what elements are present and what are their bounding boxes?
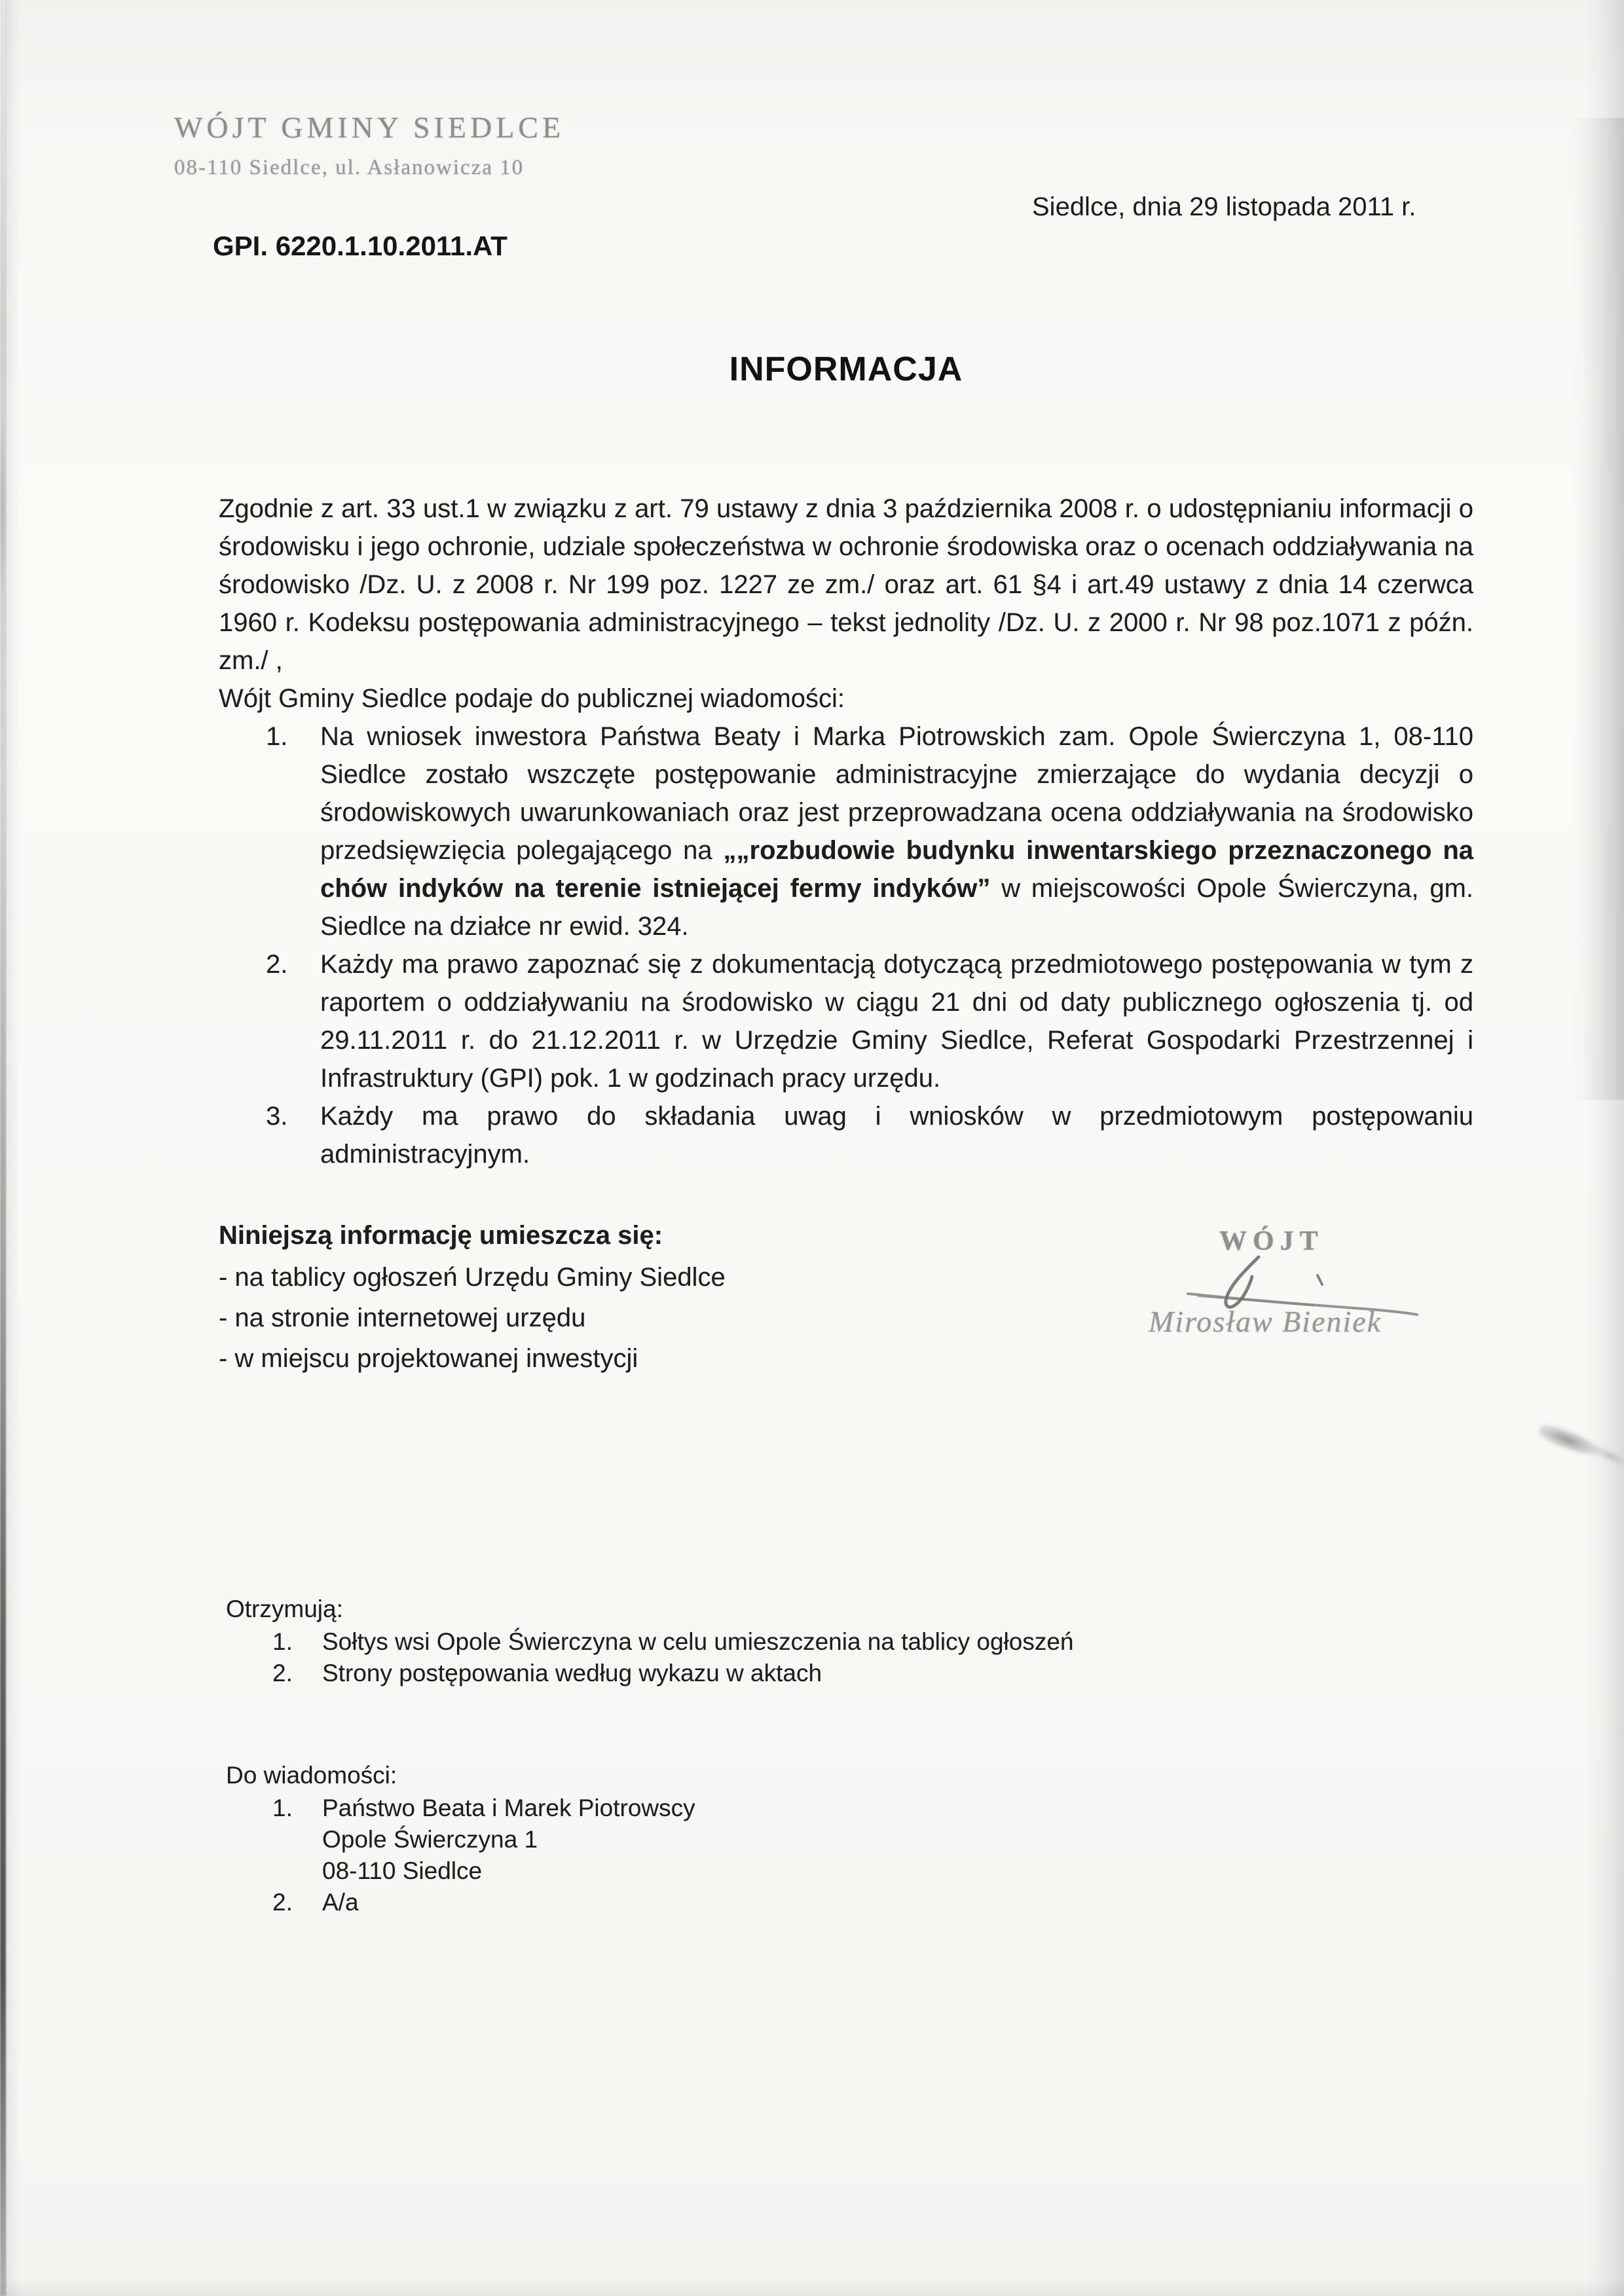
list-item-text-post: w miejscowości Opole Świerczyna, gm. Siedlce na działce nr ewid. 324. <box>320 874 1473 941</box>
document-date: Siedlce, dnia 29 listopada 2011 r. <box>1032 192 1416 221</box>
cc-item <box>272 1793 1208 1887</box>
publication-location: - na stronie internetowej urzędu <box>219 1303 586 1332</box>
recipient-number: 1. <box>272 1628 293 1655</box>
list-item <box>266 945 1473 1097</box>
announcement-line: Wójt Gminy Siedlce podaje do publicznej wiadomości: <box>219 684 845 713</box>
reference-number: GPI. 6220.1.10.2011.AT <box>213 230 507 261</box>
cc-text-line: Opole Świerczyna 1 <box>322 1826 538 1853</box>
list-item-number: 3. <box>266 1102 288 1131</box>
cc-section <box>226 1760 1208 1918</box>
scan-smudge-left-edge <box>0 419 5 602</box>
list-item-text <box>320 718 1473 945</box>
sender-stamp <box>174 110 564 180</box>
cc-number: 1. <box>272 1795 293 1821</box>
list-item <box>266 1097 1473 1173</box>
recipients-section <box>226 1594 1208 1689</box>
sender-stamp-address: 08-110 Siedlce, ul. Asłanowicza 10 <box>174 156 525 179</box>
recipient-number: 2. <box>272 1660 293 1686</box>
sender-stamp-name: WÓJT GMINY SIEDLCE <box>174 111 565 144</box>
list-item-text <box>320 1097 1473 1173</box>
recipients-heading: Otrzymują: <box>226 1595 343 1622</box>
cc-number: 2. <box>272 1889 293 1916</box>
list-item-text-bold: „„rozbudowie budynku inwentarskiego przeznaczonego na chów indyków na terenie istniejącej fermy indyków” <box>320 836 1473 903</box>
cc-heading: Do wiadomości: <box>226 1762 397 1789</box>
document-title: INFORMACJA <box>729 350 963 388</box>
list-item-number: 1. <box>266 722 288 751</box>
scan-edge-shadow-right-upper <box>1572 118 1624 1100</box>
list-item-text-pre: Na wniosek inwestora Państwa Beaty i Marka Piotrowskich zam. Opole Świerczyna 1, 08-110 Siedlce zostało wszczęte postępowanie administracyjne zmierzające do wydania decyzji o środowiskowych uwarunkowaniach oraz jest przeprowadzana ocena oddziaływania na środowisko przedsięwzięcia polegającego na <box>320 722 1473 865</box>
cc-text-line: Państwo Beata i Marek Piotrowscy <box>322 1795 695 1821</box>
list-item-text <box>320 945 1473 1097</box>
intro-paragraph: Zgodnie z art. 33 ust.1 w związku z art. 79 ustawy z dnia 3 października 2008 r. o udostępnianiu informacji o środowisku i jego ochronie, udziale społeczeństwa w ochronie środowiska oraz o ocenach oddziaływania na środowisko /Dz. U. z 2008 r. Nr 199 poz. 1227 ze zm./ oraz art. 61 §4 i art.49 ustawy z dnia 14 czerwca 1960 r. Kodeksu postępowania administracyjnego – tekst jednolity /Dz. U. z 2000 r. Nr 98 poz.1071 z późn. zm./ , <box>219 494 1473 675</box>
publication-heading: Niniejszą informację umieszcza się: <box>219 1221 663 1250</box>
scan-edge-shadow-bottom <box>0 2279 1624 2296</box>
cc-item <box>272 1887 1208 1918</box>
cc-text-line: A/a <box>322 1889 359 1916</box>
cc-text-line: 08-110 Siedlce <box>322 1857 483 1884</box>
recipient-text: Sołtys wsi Opole Świerczyna w celu umieszczenia na tablicy ogłoszeń <box>322 1628 1074 1655</box>
list-item <box>266 718 1473 945</box>
document-body <box>219 490 1473 1173</box>
signature-name-stamp: Mirosław Bieniek <box>1149 1305 1382 1338</box>
publication-location: - na tablicy ogłoszeń Urzędu Gminy Siedlce <box>219 1263 726 1292</box>
list-item-number: 2. <box>266 950 288 979</box>
numbered-list <box>219 718 1473 1173</box>
scan-edge-shadow-left <box>5 0 20 2296</box>
publication-location: - w miejscu projektowanej inwestycji <box>219 1344 638 1373</box>
list-item-text-pre: Każdy ma prawo zapoznać się z dokumentacją dotyczącą przedmiotowego postępowania w tym z raportem o oddziaływaniu na środowisko w ciągu 21 dni od daty publicznego ogłoszenia tj. od 29.11.2011 r. do 21.12.2011 r. w Urzędzie Gminy Siedlce, Referat Gospodarki Przestrzennej i Infrastruktury (GPI) pok. 1 w godzinach pracy urzędu. <box>320 950 1473 1093</box>
list-item-text-pre: Każdy ma prawo do składania uwag i wniosków w przedmiotowym postępowaniu administracyjnym. <box>320 1102 1473 1169</box>
publication-section <box>219 1215 1070 1379</box>
recipient-text: Strony postępowania według wykazu w aktach <box>322 1660 822 1686</box>
signature-title-stamp: WÓJT <box>1219 1226 1324 1256</box>
recipient-item <box>272 1658 1208 1689</box>
recipient-item <box>272 1626 1208 1658</box>
signature-block <box>1139 1226 1480 1370</box>
